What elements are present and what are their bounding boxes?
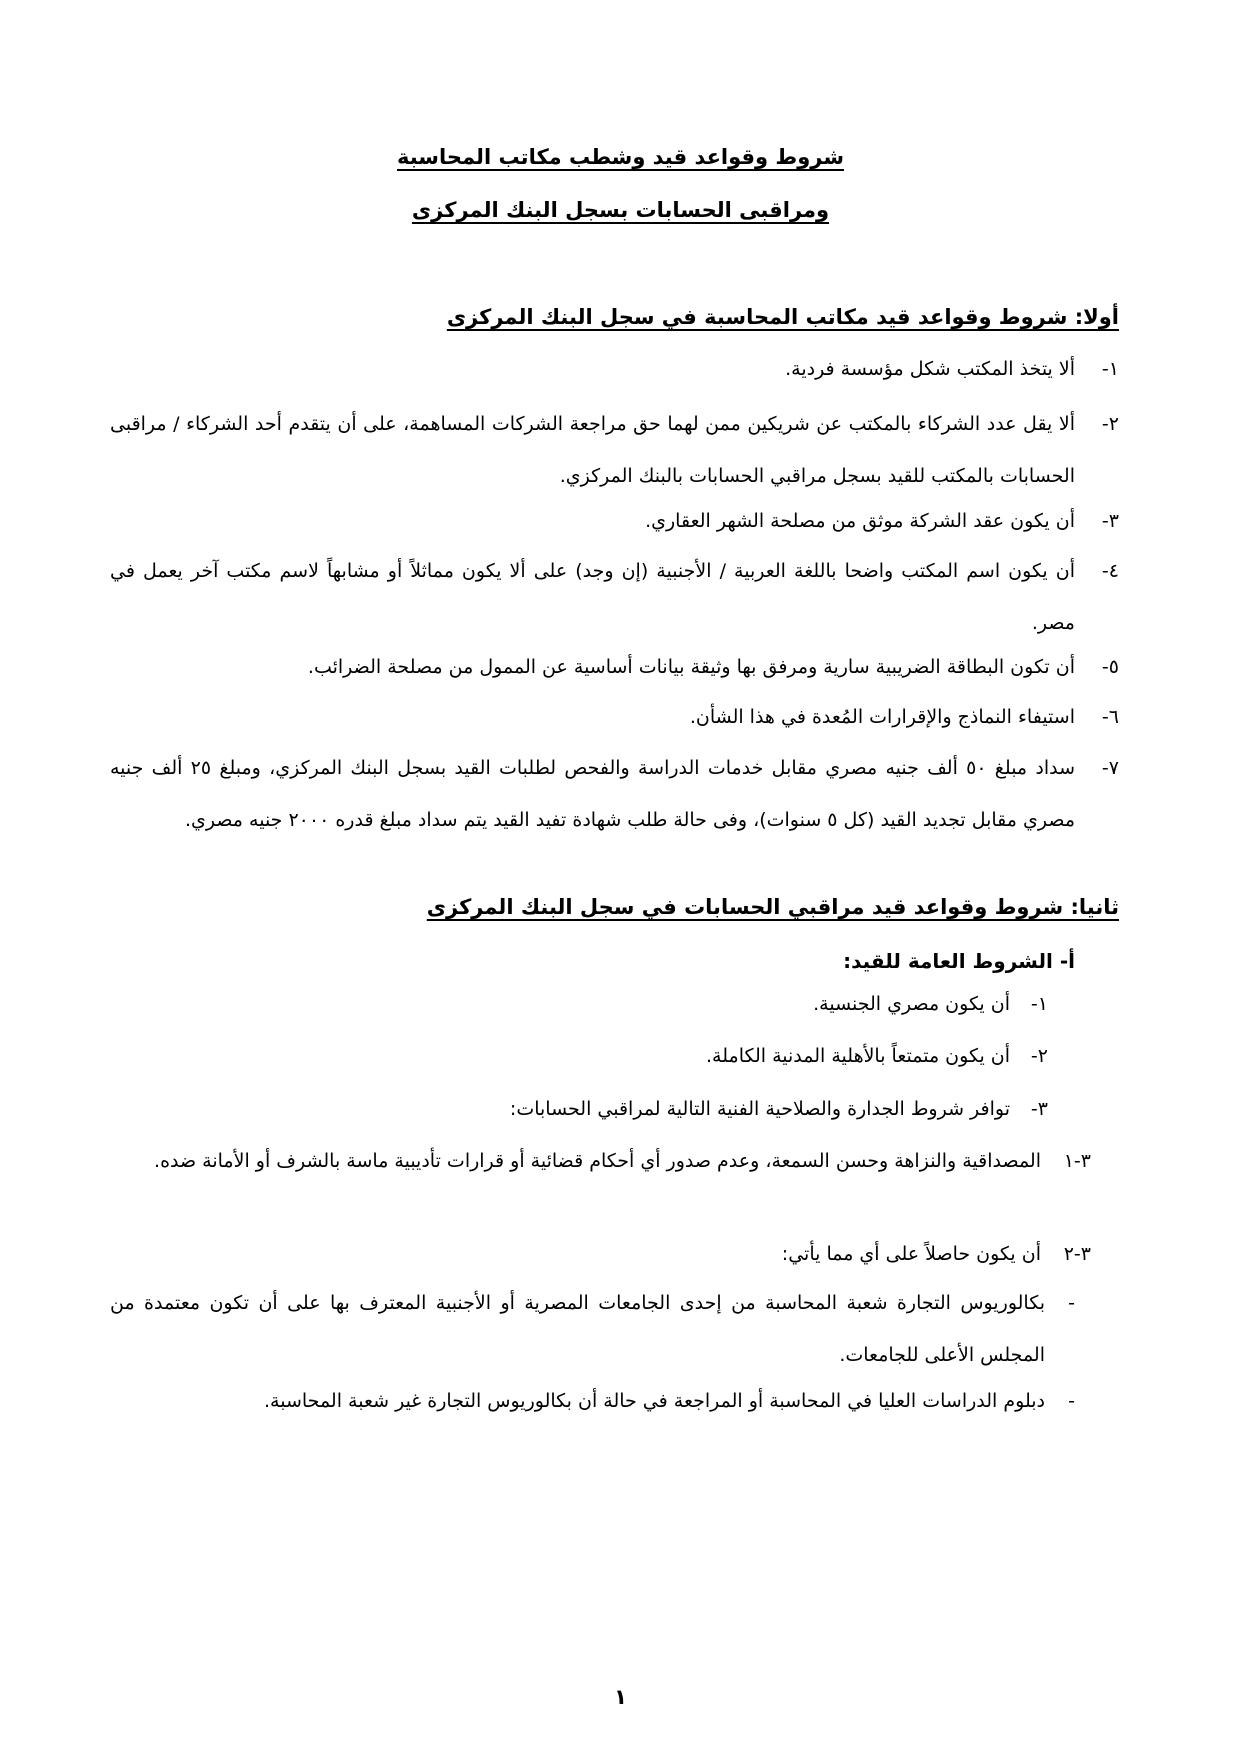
item-number: ٣- [1101,510,1119,532]
section-1-item-1 [110,343,1119,395]
item-number: ٣- [1030,1098,1048,1120]
document-title-line-2: ومراقبى الحسابات بسجل البنك المركزى [411,198,830,222]
section-2-subitem-3-1 [110,1135,1091,1187]
item-text: استيفاء النماذج والإقرارات المُعدة في هذا الشأن. [689,706,1075,728]
item-number: ١- [1101,358,1119,380]
section-2-bullet-1 [110,1277,1075,1381]
item-text: المصداقية والنزاهة وحسن السمعة، وعدم صدور أي أحكام قضائية أو قرارات تأديبية ماسة بالشرف أو الأمانة ضده. [154,1150,1041,1172]
section-1-item-5 [110,641,1119,693]
item-number: ٦- [1101,706,1119,728]
bullet-dash: - [1068,1390,1075,1412]
item-number: ٧- [1101,757,1119,779]
item-text: أن يكون عقد الشركة موثق من مصلحة الشهر العقاري. [645,510,1075,532]
section-1-item-4 [110,545,1119,649]
item-number: ٣-١ [1063,1150,1091,1172]
item-text: دبلوم الدراسات العليا في المحاسبة أو المراجعة في حالة أن بكالوريوس التجارة غير شعبة المحاسبة. [264,1390,1045,1412]
item-text: ألا يقل عدد الشركاء بالمكتب عن شريكين ممن لهما حق مراجعة الشركات المساهمة، على أن يتقدم أحد الشركاء / مراقبى الحسابات بالمكتب للقيد بسجل مراقبي الحسابات بالبنك المركزي. [110,413,1075,487]
item-text: أن يكون مصري الجنسية. [813,993,1010,1015]
page-number: ١ [614,1685,627,1709]
item-number: ٢- [1030,1045,1048,1067]
item-text: بكالوريوس التجارة شعبة المحاسبة من إحدى الجامعات المصرية أو الأجنبية المعترف بها على أن تكون معتمدة من المجلس الأعلى للجامعات. [110,1292,1045,1366]
section-2-subitem-3-2 [110,1228,1091,1280]
item-text: أن يكون متمتعاً بالأهلية المدنية الكاملة. [706,1045,1010,1067]
item-number: ٤- [1101,560,1119,582]
item-text: توافر شروط الجدارة والصلاحية الفنية التالية لمراقبي الحسابات: [509,1098,1010,1120]
section-2-item-2 [110,1030,1048,1082]
section-2-subheading: أ- الشروط العامة للقيد: [843,949,1075,973]
item-number: ١- [1030,993,1048,1015]
section-1-item-7 [110,742,1119,846]
section-1-heading: أولا: شروط وقواعد قيد مكاتب المحاسبة في سجل البنك المركزى [446,305,1119,329]
item-number: ٥- [1101,656,1119,678]
section-2-item-1 [110,978,1048,1030]
section-1-item-6 [110,691,1119,743]
document-title-line-1: شروط وقواعد قيد وشطب مكاتب المحاسبة [397,145,844,169]
item-text: أن تكون البطاقة الضريبية سارية ومرفق بها وثيقة بيانات أساسية عن الممول من مصلحة الضرائب. [307,656,1075,678]
item-text: أن يكون اسم المكتب واضحا باللغة العربية / الأجنبية (إن وجد) على ألا يكون مماثلاً أو مشابهاً لاسم مكتب آخر يعمل في مصر. [110,560,1075,634]
section-2-heading: ثانيا: شروط وقواعد قيد مراقبي الحسابات في سجل البنك المركزى [426,895,1119,919]
section-1-item-2 [110,398,1119,502]
bullet-dash: - [1068,1292,1075,1314]
item-text: ألا يتخذ المكتب شكل مؤسسة فردية. [785,358,1075,380]
section-2-bullet-2 [110,1375,1075,1427]
item-number: ٣-٢ [1063,1243,1091,1265]
item-text: أن يكون حاصلاً على أي مما يأتي: [781,1243,1041,1265]
item-text: سداد مبلغ ٥٠ ألف جنيه مصري مقابل خدمات الدراسة والفحص لطلبات القيد بسجل البنك المركزي، ومبلغ ٢٥ ألف جنيه مصري مقابل تجديد القيد (كل ٥ سنوات)، وفى حالة طلب شهادة تفيد القيد يتم سداد مبلغ قدره ٢٠٠٠ جنيه مصري. [110,757,1075,831]
item-number: ٢- [1101,413,1119,435]
section-1-item-3 [110,495,1119,547]
section-2-item-3 [110,1083,1048,1135]
